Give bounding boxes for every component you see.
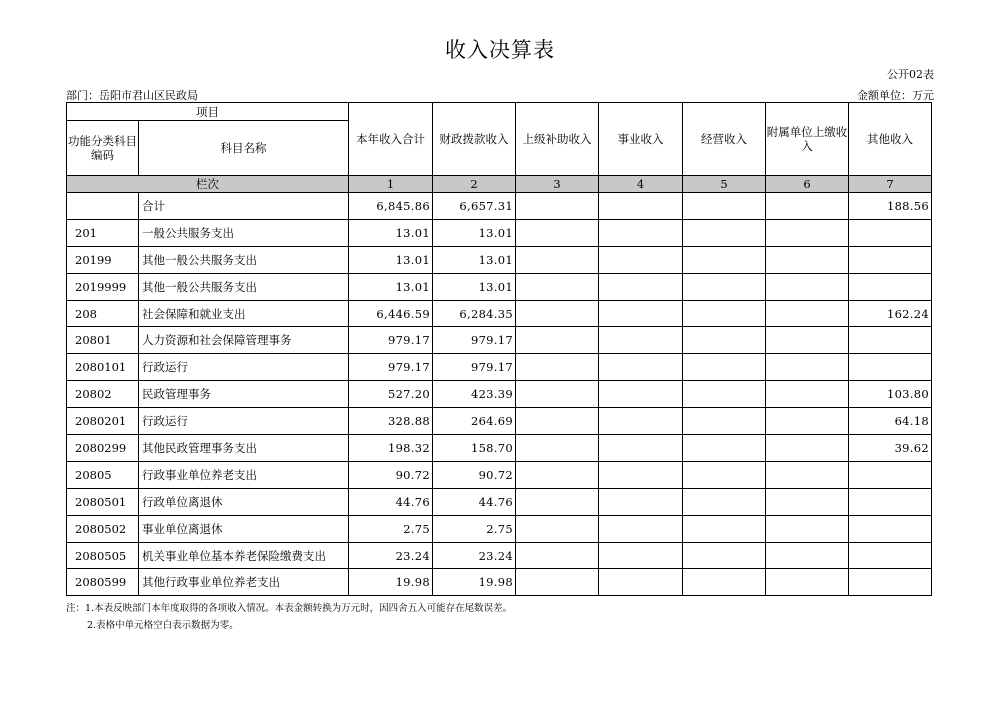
row-value-col-1: 13.01 [349,246,433,273]
row-value-col-2: 6,657.31 [433,193,516,220]
row-value-col-2: 264.69 [433,408,516,435]
row-item-name: 一般公共服务支出 [139,219,349,246]
row-code: 20801 [67,327,139,354]
row-code: 20805 [67,461,139,488]
row-value-col-3 [516,461,599,488]
row-value-col-3 [516,219,599,246]
row-item-name: 合计 [139,193,349,220]
row-value-col-4 [599,219,683,246]
row-value-col-3 [516,515,599,542]
row-item-name: 行政运行 [139,408,349,435]
row-value-col-3 [516,300,599,327]
row-code: 208 [67,300,139,327]
row-value-col-1: 2.75 [349,515,433,542]
row-value-col-2: 2.75 [433,515,516,542]
row-value-col-7 [849,461,932,488]
row-value-col-5 [683,273,766,300]
row-value-col-2: 979.17 [433,354,516,381]
table-row [67,435,932,462]
row-value-col-5 [683,435,766,462]
row-value-col-6 [766,354,849,381]
row-value-col-4 [599,273,683,300]
row-value-col-1: 13.01 [349,219,433,246]
row-value-col-6 [766,461,849,488]
row-value-col-4 [599,408,683,435]
row-code: 2080599 [67,569,139,596]
row-value-col-1: 44.76 [349,488,433,515]
row-value-col-4 [599,488,683,515]
row-value-col-7: 188.56 [849,193,932,220]
row-value-col-7 [849,246,932,273]
row-item-name: 机关事业单位基本养老保险缴费支出 [139,542,349,569]
row-value-col-2: 13.01 [433,219,516,246]
table-row [67,354,932,381]
row-value-col-3 [516,327,599,354]
row-code: 2019999 [67,273,139,300]
row-item-name: 社会保障和就业支出 [139,300,349,327]
row-code: 20199 [67,246,139,273]
row-value-col-1: 979.17 [349,354,433,381]
row-value-col-2: 23.24 [433,542,516,569]
row-value-col-4 [599,246,683,273]
row-value-col-6 [766,300,849,327]
row-value-col-3 [516,246,599,273]
table-row [67,569,932,596]
row-value-col-7 [849,569,932,596]
row-code: 2080299 [67,435,139,462]
row-value-col-7 [849,354,932,381]
department-label: 部门：岳阳市君山区民政局 [66,89,198,102]
row-value-col-5 [683,381,766,408]
row-item-name: 事业单位离退休 [139,515,349,542]
row-value-col-4 [599,515,683,542]
row-value-col-6 [766,381,849,408]
row-value-col-4 [599,327,683,354]
row-value-col-3 [516,542,599,569]
row-value-col-5 [683,246,766,273]
row-item-name: 其他行政事业单位养老支出 [139,569,349,596]
table-row [67,408,932,435]
table-row [67,300,932,327]
row-value-col-4 [599,354,683,381]
header-col-superior-subsidy: 上级补助收入 [516,103,599,176]
row-value-col-6 [766,219,849,246]
row-value-col-7 [849,542,932,569]
row-code: 2080201 [67,408,139,435]
row-item-name: 行政单位离退休 [139,488,349,515]
footnote-1: 注：1.本表反映部门本年度取得的各项收入情况。本表金额转换为万元时，因四舍五入可能存在尾数误差。 [66,603,513,614]
row-value-col-5 [683,515,766,542]
row-value-col-5 [683,219,766,246]
amount-unit-label: 金额单位：万元 [857,89,934,102]
column-number: 3 [516,176,599,193]
row-value-col-6 [766,488,849,515]
row-value-col-2: 423.39 [433,381,516,408]
column-number: 4 [599,176,683,193]
row-value-col-6 [766,327,849,354]
row-item-name: 行政运行 [139,354,349,381]
row-value-col-5 [683,488,766,515]
row-code: 2080502 [67,515,139,542]
row-value-col-5 [683,408,766,435]
row-value-col-5 [683,354,766,381]
row-value-col-5 [683,300,766,327]
header-func-code: 功能分类科目编码 [67,121,139,176]
row-value-col-3 [516,408,599,435]
row-item-name: 其他民政管理事务支出 [139,435,349,462]
row-value-col-4 [599,435,683,462]
row-value-col-7: 103.80 [849,381,932,408]
row-value-col-7: 39.62 [849,435,932,462]
header-project: 项目 [67,103,349,121]
row-value-col-3 [516,193,599,220]
row-value-col-1: 13.01 [349,273,433,300]
income-table [66,102,932,596]
row-value-col-1: 6,446.59 [349,300,433,327]
row-value-col-4 [599,381,683,408]
header-col-total: 本年收入合计 [349,103,433,176]
row-value-col-5 [683,193,766,220]
table-row [67,461,932,488]
row-item-name: 其他一般公共服务支出 [139,273,349,300]
table-row [67,381,932,408]
column-number: 2 [433,176,516,193]
row-value-col-1: 90.72 [349,461,433,488]
page-title: 收入决算表 [445,38,555,62]
table-row [67,327,932,354]
row-value-col-2: 158.70 [433,435,516,462]
row-value-col-3 [516,435,599,462]
row-value-col-3 [516,569,599,596]
row-value-col-2: 6,284.35 [433,300,516,327]
row-value-col-2: 90.72 [433,461,516,488]
row-value-col-6 [766,408,849,435]
table-row [67,273,932,300]
column-number: 5 [683,176,766,193]
table-row [67,193,932,220]
row-value-col-4 [599,569,683,596]
row-value-col-4 [599,542,683,569]
row-value-col-1: 198.32 [349,435,433,462]
row-value-col-7: 64.18 [849,408,932,435]
table-row [67,488,932,515]
row-code: 20802 [67,381,139,408]
row-value-col-1: 6,845.86 [349,193,433,220]
row-code: 201 [67,219,139,246]
header-col-other: 其他收入 [849,103,932,176]
row-code: 2080101 [67,354,139,381]
row-value-col-6 [766,193,849,220]
row-value-col-2: 44.76 [433,488,516,515]
row-value-col-5 [683,327,766,354]
row-value-col-1: 979.17 [349,327,433,354]
row-value-col-2: 19.98 [433,569,516,596]
column-number: 1 [349,176,433,193]
table-row [67,515,932,542]
row-item-name: 其他一般公共服务支出 [139,246,349,273]
row-value-col-1: 328.88 [349,408,433,435]
header-item-name: 科目名称 [139,121,349,176]
row-value-col-1: 19.98 [349,569,433,596]
row-value-col-7 [849,219,932,246]
row-value-col-4 [599,193,683,220]
table-row [67,246,932,273]
row-value-col-2: 13.01 [433,273,516,300]
row-value-col-5 [683,542,766,569]
row-value-col-1: 527.20 [349,381,433,408]
row-value-col-7: 162.24 [849,300,932,327]
row-index-label: 栏次 [67,176,349,193]
row-value-col-2: 13.01 [433,246,516,273]
column-number: 6 [766,176,849,193]
row-value-col-6 [766,542,849,569]
row-item-name: 行政事业单位养老支出 [139,461,349,488]
row-value-col-6 [766,435,849,462]
row-value-col-6 [766,569,849,596]
footnote-2: 2.表格中单元格空白表示数据为零。 [87,620,239,631]
column-number: 7 [849,176,932,193]
row-item-name: 民政管理事务 [139,381,349,408]
row-value-col-1: 23.24 [349,542,433,569]
table-number: 公开02表 [887,68,934,81]
row-value-col-3 [516,354,599,381]
footnotes [66,600,512,634]
header-col-business: 事业收入 [599,103,683,176]
header-col-affiliated: 附属单位上缴收入 [766,103,849,176]
row-value-col-7 [849,327,932,354]
row-value-col-7 [849,515,932,542]
row-value-col-7 [849,488,932,515]
row-value-col-4 [599,300,683,327]
header-col-operating: 经营收入 [683,103,766,176]
row-value-col-5 [683,461,766,488]
table-row [67,542,932,569]
row-value-col-5 [683,569,766,596]
row-item-name: 人力资源和社会保障管理事务 [139,327,349,354]
table-row [67,219,932,246]
row-value-col-2: 979.17 [433,327,516,354]
row-value-col-4 [599,461,683,488]
row-value-col-6 [766,515,849,542]
row-code: 2080501 [67,488,139,515]
row-value-col-7 [849,273,932,300]
row-code: 2080505 [67,542,139,569]
row-code [67,193,139,220]
row-value-col-3 [516,488,599,515]
row-value-col-6 [766,246,849,273]
row-value-col-3 [516,381,599,408]
header-col-fiscal: 财政拨款收入 [433,103,516,176]
row-value-col-3 [516,273,599,300]
row-value-col-6 [766,273,849,300]
